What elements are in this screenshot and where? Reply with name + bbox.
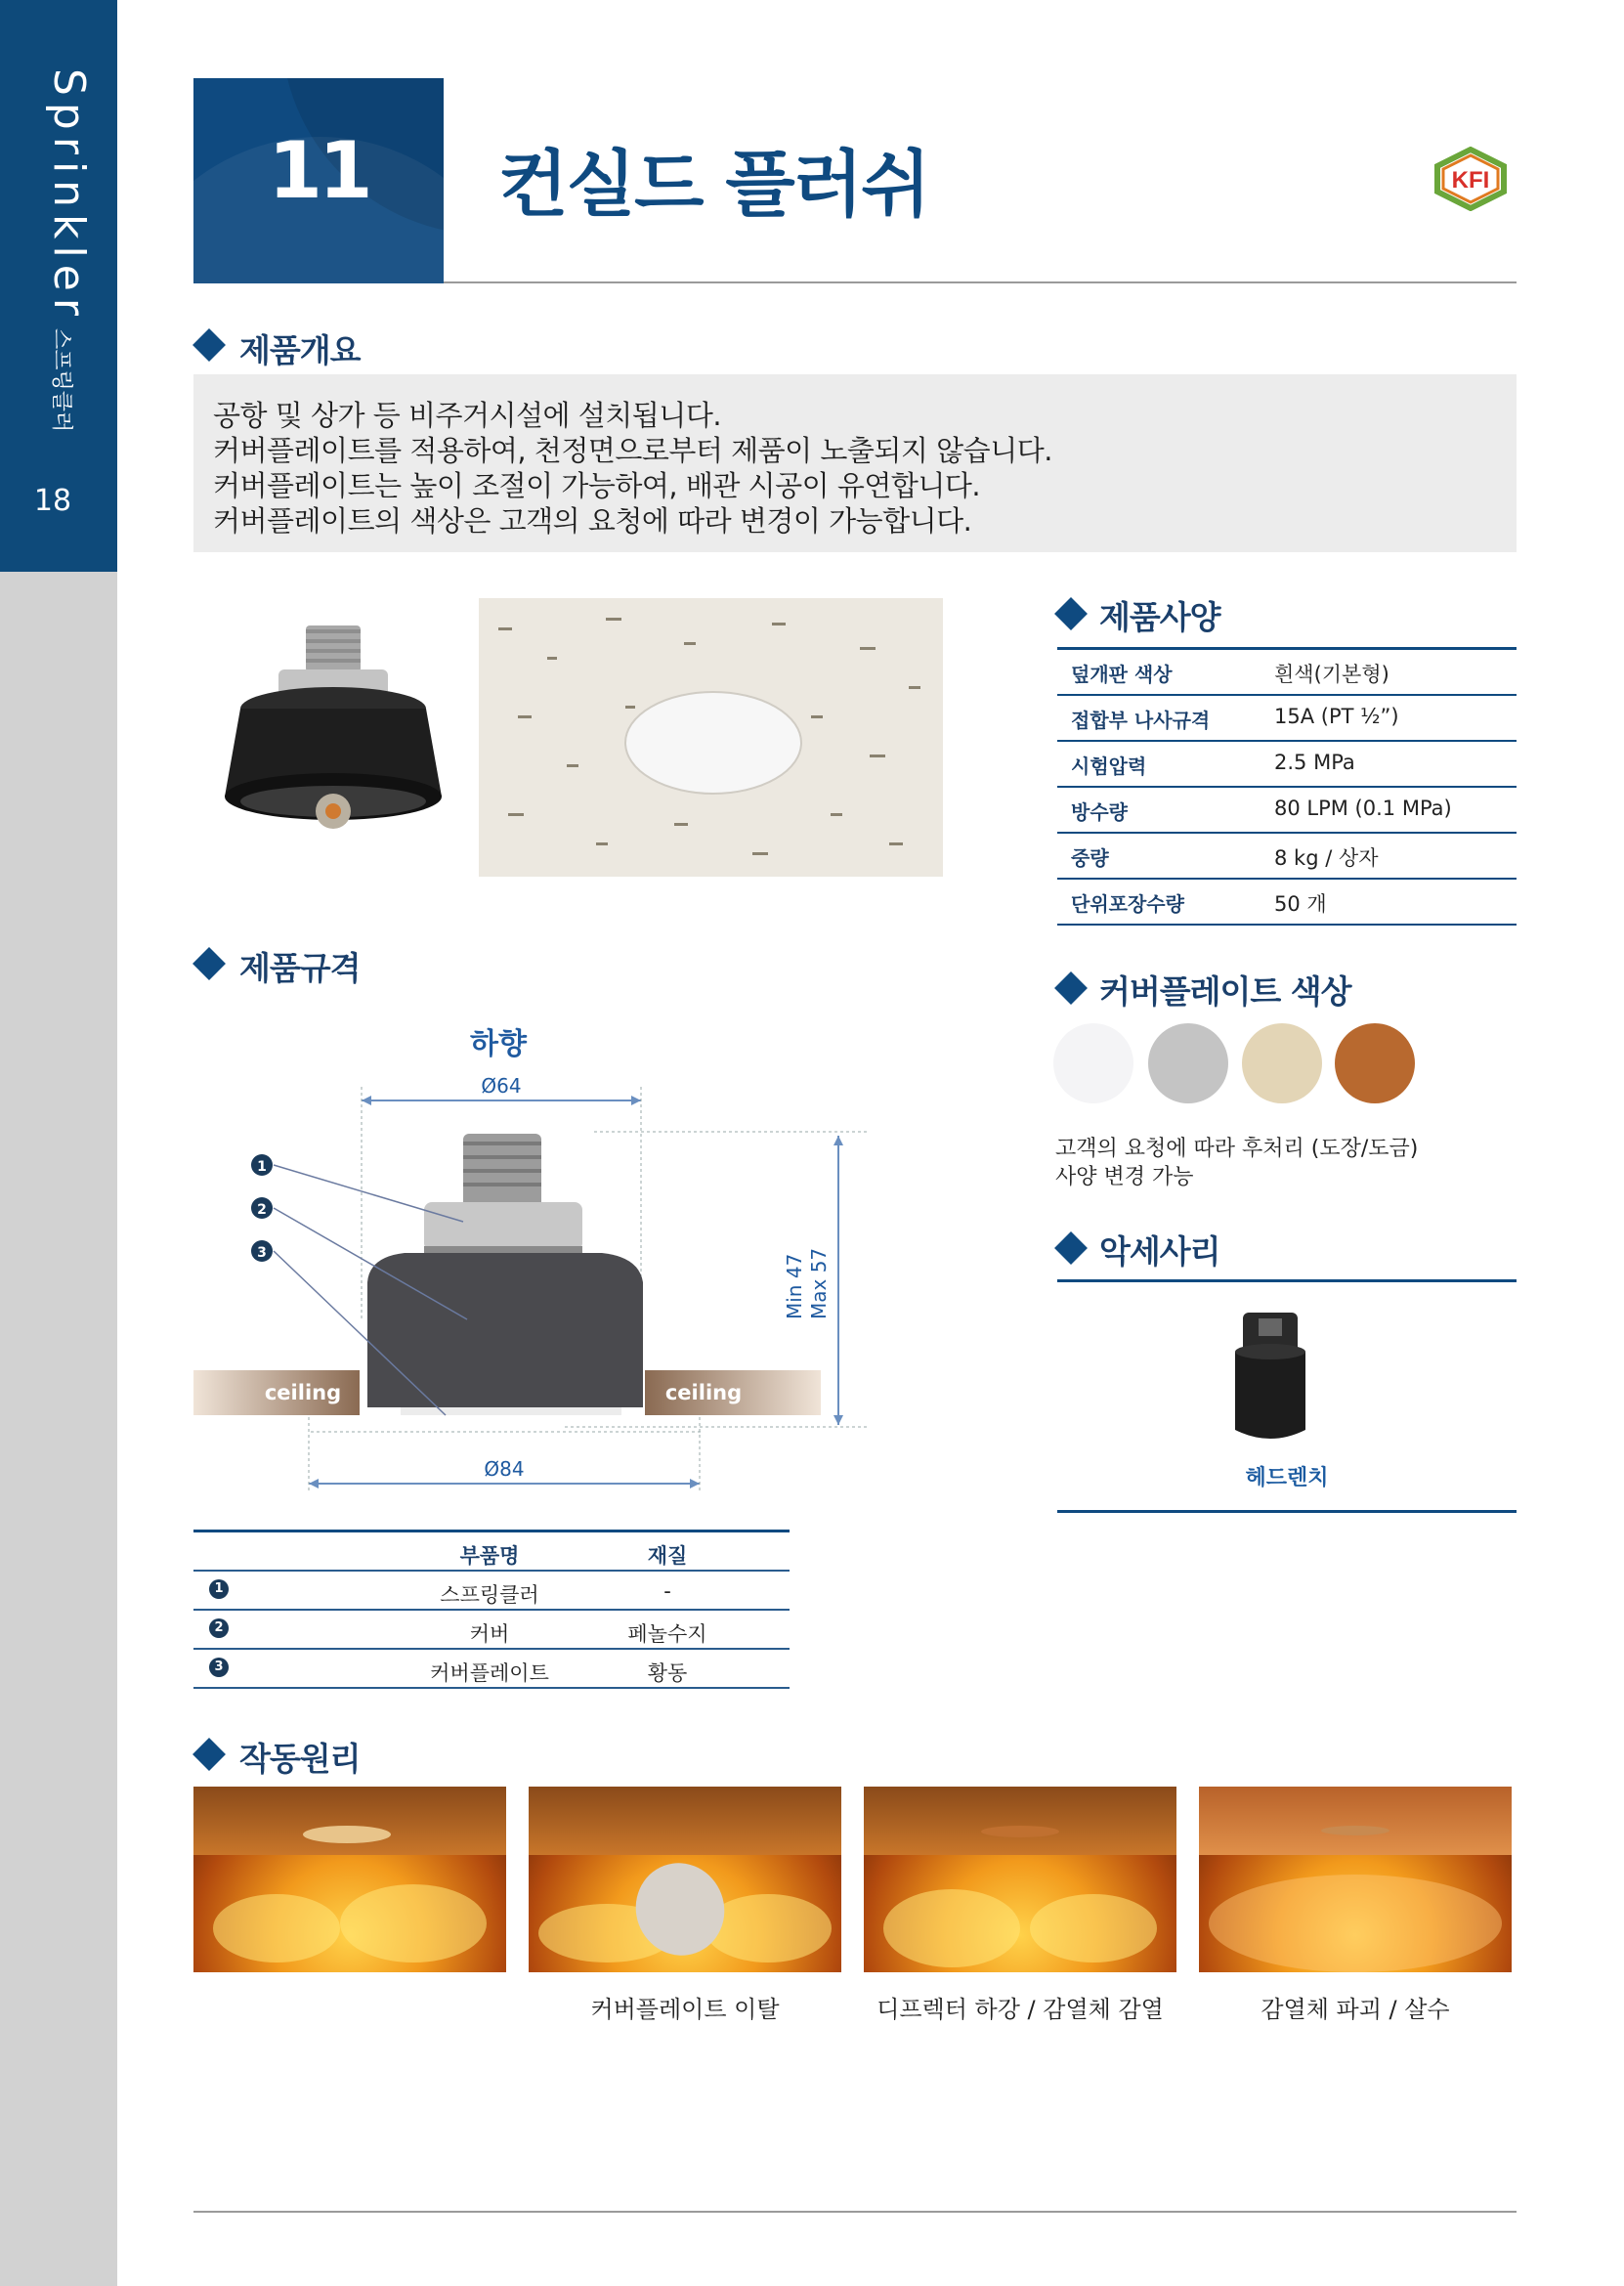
color-note: 고객의 요청에 따라 후처리 (도장/도금) (1055, 1137, 1419, 1161)
spec-label: 시험압력 (1071, 755, 1147, 778)
bullet-diamond-icon (1054, 1231, 1088, 1265)
specs-heading: 제품사양 (1099, 598, 1220, 636)
spec-label: 중량 (1071, 846, 1109, 870)
operation-photo-1 (193, 1787, 506, 1972)
spec-label: 덮개판 색상 (1071, 663, 1173, 686)
product-photo (210, 616, 454, 841)
color-swatch-white (1053, 1023, 1133, 1103)
color-swatch-brown (1335, 1023, 1415, 1103)
operation-heading: 작동원리 (239, 1740, 361, 1778)
footer-divider (193, 2211, 1517, 2213)
part-material: 황동 (647, 1661, 688, 1685)
header-divider (444, 281, 1517, 283)
dim-height-max: Max 57 (807, 1247, 831, 1319)
operation-caption: 커버플레이트 이탈 (590, 1996, 780, 2023)
overview-line: 커버플레이트는 높이 조절이 가능하여, 배관 시공이 유연합니다. (213, 469, 981, 502)
parts-table-header (193, 1532, 790, 1572)
spec-value: 2.5 MPa (1274, 751, 1355, 774)
spec-value: 80 LPM (0.1 MPa) (1274, 797, 1452, 820)
sidebar-title-en: Sprinkler (44, 68, 94, 323)
sidebar-title-ko: 스프링클러 (49, 327, 73, 433)
operation-photo-3 (864, 1787, 1176, 1972)
callout-1: 1 (257, 1159, 267, 1175)
parts-col-material: 재질 (647, 1544, 688, 1568)
overview-line: 커버플레이트의 색상은 고객의 요청에 따라 변경이 가능합니다. (213, 504, 972, 538)
sidebar-section-label (20, 68, 98, 489)
spec-row (1057, 788, 1517, 834)
dim-height-min: Min 47 (783, 1253, 806, 1319)
overview-line: 커버플레이트를 적용하여, 천정면으로부터 제품이 노출되지 않습니다. (213, 434, 1052, 467)
page-title: 컨실드 플러쉬 (498, 143, 929, 227)
operation-photo-2 (529, 1787, 841, 1972)
bullet-diamond-icon (1054, 971, 1088, 1005)
bullet-diamond-icon (192, 328, 226, 362)
spec-row (1057, 880, 1517, 926)
kfi-logo (1432, 147, 1510, 211)
table-row (193, 1611, 790, 1650)
operation-caption: 감열체 파괴 / 살수 (1261, 1996, 1450, 2023)
spec-label: 단위포장수량 (1071, 892, 1184, 916)
spec-row (1057, 742, 1517, 788)
spec-label: 방수량 (1071, 800, 1128, 824)
spec-value: 흰색(기본형) (1274, 663, 1389, 686)
part-number-badge: 3 (209, 1658, 229, 1677)
accessory-bottom-rule (1057, 1510, 1517, 1513)
callout-2: 2 (257, 1202, 267, 1218)
spec-value: 8 kg / 상자 (1274, 846, 1379, 870)
operation-caption: 디프렉터 하강 / 감열체 감열 (876, 1996, 1164, 2023)
part-name: 스프링클러 (440, 1583, 539, 1607)
part-number-badge: 1 (209, 1579, 229, 1599)
part-name: 커버플레이트 (430, 1661, 549, 1685)
part-name: 커버 (469, 1622, 510, 1646)
part-material: - (663, 1579, 671, 1603)
bullet-diamond-icon (1054, 597, 1088, 630)
spec-row (1057, 696, 1517, 742)
part-number-badge: 2 (209, 1618, 229, 1638)
drawing-view-label: 하향 (470, 1027, 527, 1061)
overview-heading: 제품개요 (239, 331, 361, 369)
head-wrench-photo (1221, 1305, 1319, 1451)
part-material: 페놀수지 (627, 1622, 707, 1646)
kfi-logo-text: KFI (1451, 167, 1490, 194)
dim-top-label: Ø64 (481, 1074, 522, 1098)
table-row (193, 1572, 790, 1611)
accessory-top-rule (1057, 1279, 1517, 1282)
accessory-item-label: 헤드렌치 (1245, 1466, 1329, 1490)
spec-label: 접합부 나사규격 (1071, 709, 1211, 732)
cover-colors-heading: 커버플레이트 색상 (1099, 972, 1351, 1011)
color-swatch-gray (1148, 1023, 1228, 1103)
overview-line: 공항 및 상가 등 비주거시설에 설치됩니다. (213, 399, 722, 432)
bullet-diamond-icon (192, 947, 226, 980)
spec-row (1057, 834, 1517, 880)
installed-photo (479, 598, 943, 877)
color-note: 사양 변경 가능 (1055, 1165, 1194, 1189)
ceiling-label-right: ceiling (664, 1381, 743, 1404)
parts-col-name: 부품명 (459, 1544, 520, 1568)
spec-row (1057, 650, 1517, 696)
dimension-drawing (193, 1026, 877, 1495)
spec-value: 50 개 (1274, 892, 1327, 916)
spec-value: 15A (PT ½”) (1274, 705, 1399, 728)
ceiling-label-left: ceiling (264, 1381, 342, 1404)
color-swatch-beige (1242, 1023, 1322, 1103)
operation-photo-4 (1199, 1787, 1512, 1972)
callout-3: 3 (257, 1245, 267, 1261)
bullet-diamond-icon (192, 1738, 226, 1771)
dim-bottom-label: Ø84 (484, 1457, 525, 1481)
page-number: 18 (33, 484, 72, 518)
table-row (193, 1650, 790, 1689)
drawing-heading: 제품규격 (239, 949, 361, 987)
chapter-number: 11 (268, 125, 369, 216)
accessory-heading: 악세사리 (1099, 1232, 1220, 1271)
